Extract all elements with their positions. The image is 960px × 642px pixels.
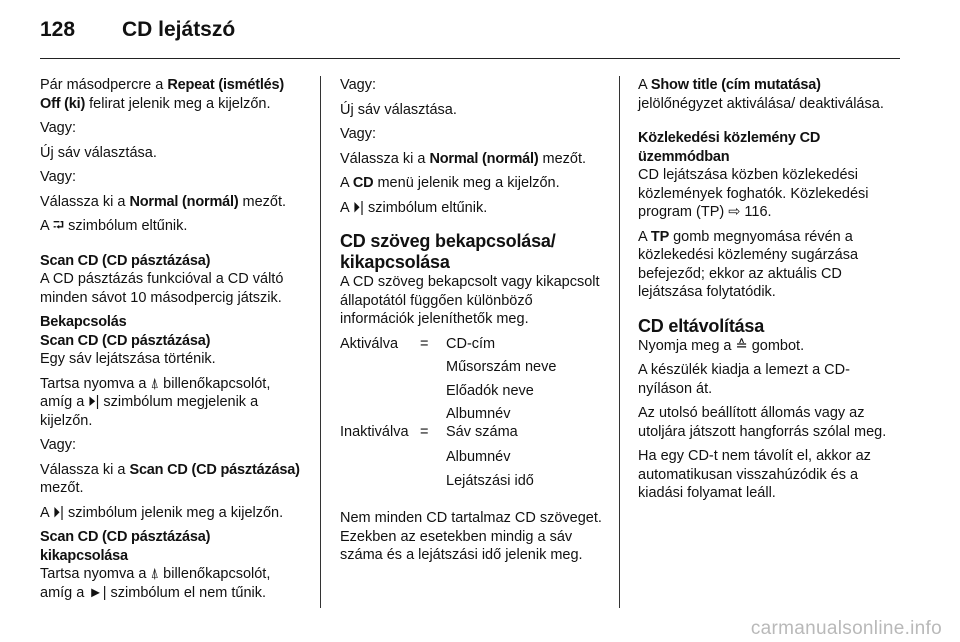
- table-row: Aktiválva = CD-cím: [340, 335, 496, 352]
- paragraph: Új sáv választása.: [340, 101, 457, 118]
- paragraph: Tartsa nyomva a ⍋ billenőkapcsolót, amíg a ►| szimbólum el nem tűnik.: [40, 566, 271, 601]
- scan-icon: ⏵|: [88, 394, 100, 410]
- repeat-icon: ⮒: [52, 218, 65, 234]
- cd-text-table: [340, 335, 605, 496]
- section-heading: Scan CD (CD pásztázása): [40, 332, 211, 349]
- scan-icon: ⏵|: [52, 504, 64, 521]
- paragraph: Vagy:: [40, 437, 77, 453]
- paragraph: A TP gomb megnyomása révén a közlekedési közlemény sugárzása befejeződ; ekkor az aktuális CD lejátszása folytatódik.: [638, 228, 859, 300]
- table-row: Albumnév: [446, 449, 511, 465]
- paragraph: Válassza ki a Scan CD (CD pásztázása) mezőt.: [40, 461, 300, 496]
- scan-icon: ►|: [88, 584, 107, 601]
- paragraph: A készülék kiadja a lemezt a CD-nyíláson át.: [638, 362, 850, 397]
- watermark: carmanualsonline.info: [750, 618, 942, 639]
- eject-icon: ≙: [735, 337, 748, 354]
- paragraph: A CD szöveg bekapcsolt vagy kikapcsolt állapotától függően különböző információk jeleníthetők meg.: [340, 274, 600, 327]
- paragraph: Ha egy CD-t nem távolít el, akkor az automatikusan visszahúzódik és a kiadási folyamat leáll.: [638, 448, 871, 501]
- paragraph: Vagy:: [40, 120, 77, 136]
- paragraph: Egy sáv lejátszása történik.: [40, 351, 216, 367]
- paragraph: Nem minden CD tartalmaz CD szöveget. Ezekben az esetekben mindig a sáv száma és a lejátszási idő jelenik meg.: [340, 510, 602, 563]
- section-heading: Közlekedési közlemény CD: [638, 130, 821, 146]
- paragraph: Vagy:: [340, 126, 377, 142]
- paragraph: A CD menü jelenik meg a kijelzőn.: [340, 175, 560, 191]
- paragraph: Tartsa nyomva a ⍋ billenőkapcsolót, amíg a ⏵| szimbólum megjelenik a kijelzőn.: [40, 375, 271, 429]
- table-row: Albumnév: [446, 406, 511, 422]
- section-heading: Bekapcsolás: [40, 314, 127, 330]
- table-row: Előadók neve: [446, 382, 534, 399]
- paragraph: Nyomja meg a ≙ gombot.: [638, 337, 805, 354]
- table-row: Műsorszám neve: [446, 359, 557, 375]
- paragraph: Válassza ki a Normal (normál) mezőt.: [340, 150, 587, 167]
- page-header: [40, 18, 900, 48]
- rocker-switch-icon: ⍋: [150, 566, 160, 582]
- paragraph: A Show title (cím mutatása) jelölőnégyzet aktiválása/ deaktiválása.: [638, 77, 884, 112]
- paragraph: CD lejátszása közben közlekedési közlemények foghatók. Közlekedési program (TP) ⇨ 116.: [638, 167, 869, 220]
- header-rule: [40, 58, 900, 59]
- table-row: Inaktiválva = Sáv száma: [340, 424, 518, 440]
- section-heading: Scan CD (CD pásztázása): [40, 252, 211, 269]
- paragraph: A CD pásztázás funkcióval a CD váltó minden sávot 10 másodpercig játszik.: [40, 271, 284, 306]
- paragraph: Vagy:: [40, 169, 77, 185]
- page-title: CD lejátszó: [122, 18, 236, 41]
- paragraph: Vagy:: [340, 77, 377, 93]
- section-heading: üzemmódban: [638, 148, 730, 165]
- paragraph: Pár másodpercre a Repeat (ismétlés) Off (ki) felirat jelenik meg a kijelzőn.: [40, 77, 285, 112]
- rocker-switch-icon: ⍋: [150, 375, 160, 392]
- column-2: [340, 76, 605, 571]
- page-reference-icon: ⇨: [728, 204, 741, 220]
- paragraph: Válassza ki a Normal (normál) mezőt.: [40, 193, 287, 210]
- column-divider-1: [320, 76, 321, 608]
- section-heading: CD szöveg bekapcsolása/ kikapcsolása: [340, 231, 556, 272]
- paragraph: Az utolsó beállított állomás vagy az utoljára játszott hangforrás szólal meg.: [638, 405, 887, 440]
- table-row: Lejátszási idő: [446, 472, 534, 489]
- column-divider-2: [619, 76, 620, 608]
- page-number: 128: [40, 18, 76, 41]
- scan-icon: ⏵|: [352, 199, 364, 216]
- paragraph: A ⏵| szimbólum eltűnik.: [340, 199, 488, 216]
- section-heading: kikapcsolása: [40, 547, 128, 564]
- column-1: [40, 76, 302, 602]
- paragraph: A ⮒ szimbólum eltűnik.: [40, 218, 188, 234]
- section-heading: Scan CD (CD pásztázása): [40, 529, 211, 545]
- column-3: [638, 76, 900, 509]
- section-heading: CD eltávolítása: [638, 315, 765, 336]
- paragraph: A ⏵| szimbólum jelenik meg a kijelzőn.: [40, 504, 284, 521]
- paragraph: Új sáv választása.: [40, 144, 157, 161]
